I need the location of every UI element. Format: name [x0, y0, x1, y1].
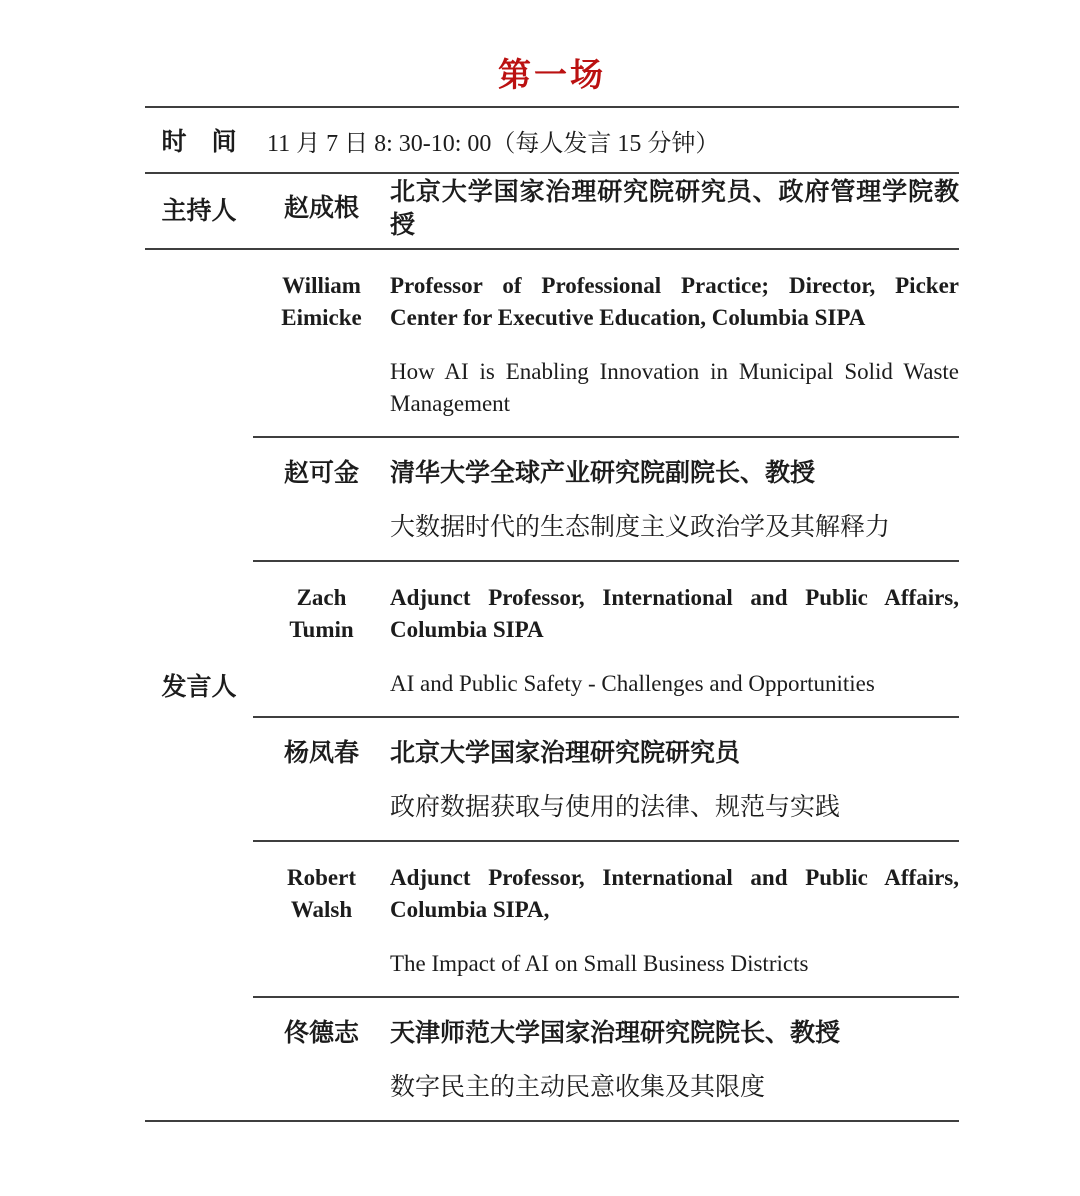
- speaker-affiliation-row: [253, 1018, 959, 1050]
- speaker-topic: 大数据时代的生态制度主义政治学及其解释力: [390, 514, 891, 541]
- speaker-entry: [253, 998, 959, 1120]
- speaker-topic-row: [253, 1072, 959, 1104]
- time-row: [145, 108, 959, 172]
- speaker-topic: How AI is Enabling Innovation in Municipal Solid Waste Management: [390, 359, 959, 416]
- speaker-name: William Eimicke: [281, 273, 362, 330]
- speaker-entry: [253, 562, 959, 716]
- speaker-entry: [253, 718, 959, 840]
- host-label: 主持人: [161, 198, 237, 225]
- session-title: 第一场: [498, 58, 606, 94]
- speaker-affiliation-row: [253, 270, 959, 334]
- speaker-affiliation: 天津师范大学国家治理研究院院长、教授: [390, 1020, 841, 1047]
- speaker-affiliation: Professor of Professional Practice; Director, Picker Center for Executive Education, Columbia SIPA: [390, 273, 959, 330]
- time-value: 11 月 7 日 8: 30-10: 00（每人发言 15 分钟）: [267, 130, 720, 157]
- speaker-name: 佟德志: [283, 1020, 359, 1047]
- host-affiliation: 北京大学国家治理研究院研究员、政府管理学院教授: [390, 179, 959, 239]
- speaker-affiliation-row: [253, 738, 959, 770]
- speaker-topic-row: [253, 948, 959, 980]
- speaker-topic-row: [253, 512, 959, 544]
- speaker-topic-row: [253, 668, 959, 700]
- speaker-topic: AI and Public Safety - Challenges and Opportunities: [390, 671, 875, 696]
- speaker-name: Robert Walsh: [287, 865, 356, 922]
- speaker-affiliation-row: [253, 582, 959, 646]
- speaker-affiliation: 北京大学国家治理研究院研究员: [390, 740, 741, 767]
- speaker-topic-row: [253, 356, 959, 420]
- speaker-affiliation: 清华大学全球产业研究院副院长、教授: [390, 460, 816, 487]
- speaker-entry: [253, 250, 959, 436]
- speaker-affiliation: Adjunct Professor, International and Public Affairs, Columbia SIPA,: [390, 865, 959, 922]
- speaker-topic: 政府数据获取与使用的法律、规范与实践: [390, 794, 841, 821]
- speaker-topic: The Impact of AI on Small Business Districts: [390, 951, 809, 976]
- speakers-list: [253, 250, 959, 1120]
- host-row: [145, 174, 959, 248]
- speaker-affiliation-row: [253, 862, 959, 926]
- speaker-name: Zach Tumin: [289, 585, 354, 642]
- row-divider: [145, 1120, 959, 1122]
- speaker-entry: [253, 842, 959, 996]
- speaker-affiliation: Adjunct Professor, International and Public Affairs, Columbia SIPA: [390, 585, 959, 642]
- time-label: 时 间: [161, 129, 237, 156]
- speaker-topic: 数字民主的主动民意收集及其限度: [390, 1074, 766, 1101]
- program-page: [145, 0, 959, 1122]
- speaker-name: 杨凤春: [283, 740, 359, 767]
- speaker-topic-row: [253, 792, 959, 824]
- speaker-entry: [253, 438, 959, 560]
- speaker-name: 赵可金: [283, 460, 359, 487]
- speakers-block: [145, 250, 959, 1120]
- speaker-affiliation-row: [253, 458, 959, 490]
- speakers-label: 发言人: [161, 674, 237, 701]
- host-name: 赵成根: [283, 195, 359, 222]
